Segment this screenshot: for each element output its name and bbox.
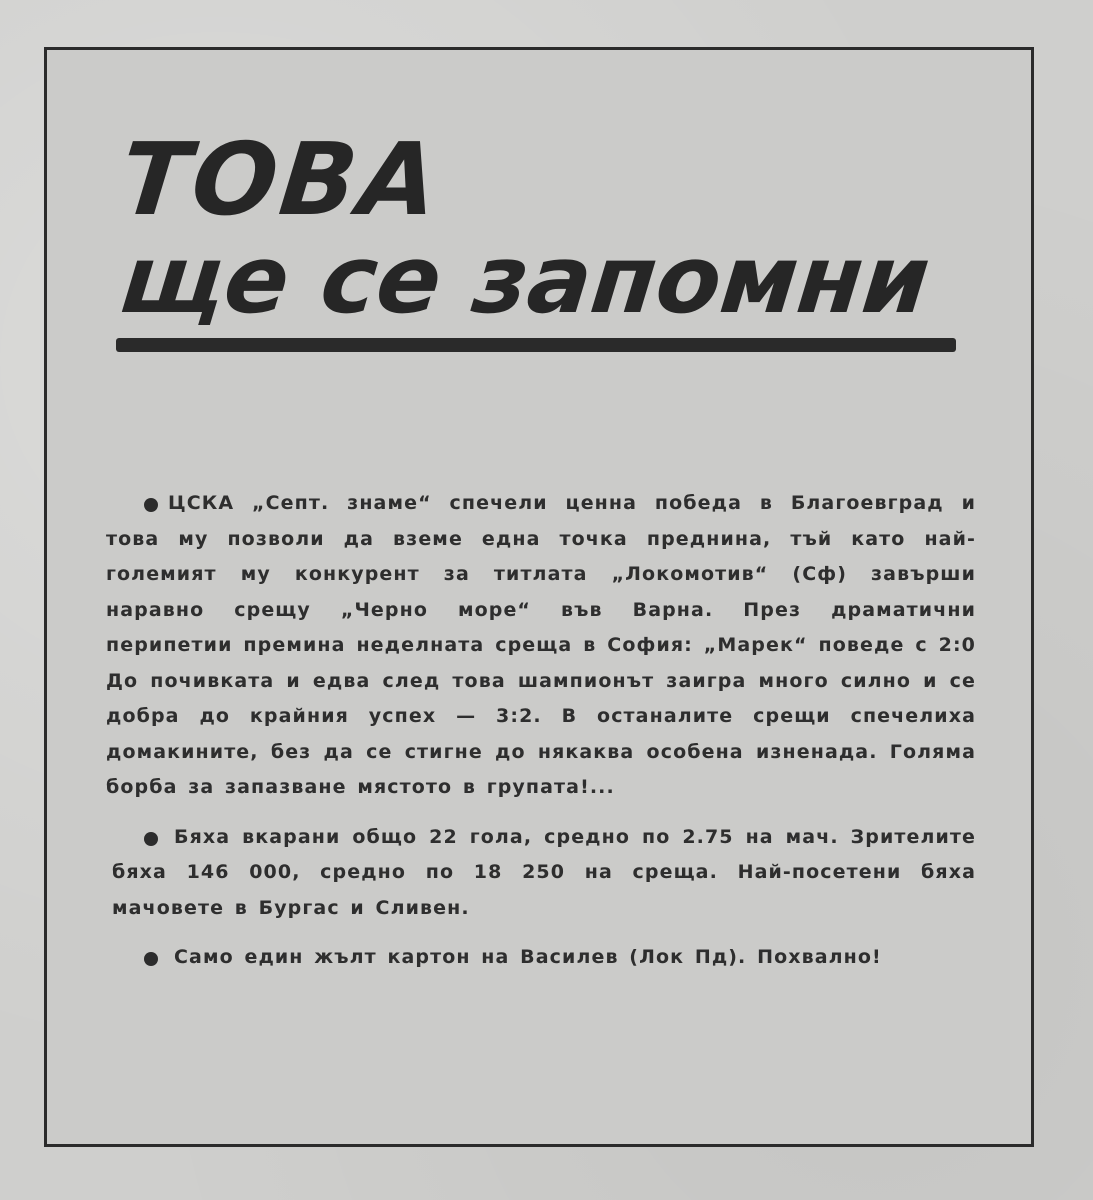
headline-line-1: ТОВА <box>115 121 447 238</box>
paragraph-text: Бяха вкарани общо 22 гола, средно по 2.75 на мач. Зрителите бяха 146 000, средно по 18 250 на среща. Най-посетени бяха мачовете в Бургас и Сливен. <box>112 825 976 919</box>
bullet-icon <box>144 498 158 512</box>
article-body <box>106 486 976 990</box>
headline <box>115 121 966 335</box>
headline-underline <box>116 338 956 352</box>
paragraph-text: Само един жълт картон на Василев (Лок Пд). Похвално! <box>174 946 882 968</box>
paragraph-text: ЦСКА „Септ. знаме“ спечели ценна победа в Благоевград и това му позволи да вземе една точка преднина, тъй като най-големият му конкурент за титлата „Локомотив“ (Сф) завърши наравно срещу „Черно море“ във Варна. През драматични перипетии премина неделната среща в София: „Марек“ поведе с 2:0 До почивката и едва след това шампионът заигра много силно и се добра до крайния успех — 3:2. В останалите срещи спечелиха домакините, без да се стигне до някаква особена изненада. Голяма борба за запазване мястото в групата!... <box>106 492 976 798</box>
bullet-icon <box>144 832 158 846</box>
headline-line-2: ще се запомни <box>115 226 935 335</box>
paragraph-3 <box>106 940 976 976</box>
bullet-icon <box>144 952 158 966</box>
paragraph-1 <box>106 486 976 806</box>
paragraph-2 <box>106 820 976 927</box>
